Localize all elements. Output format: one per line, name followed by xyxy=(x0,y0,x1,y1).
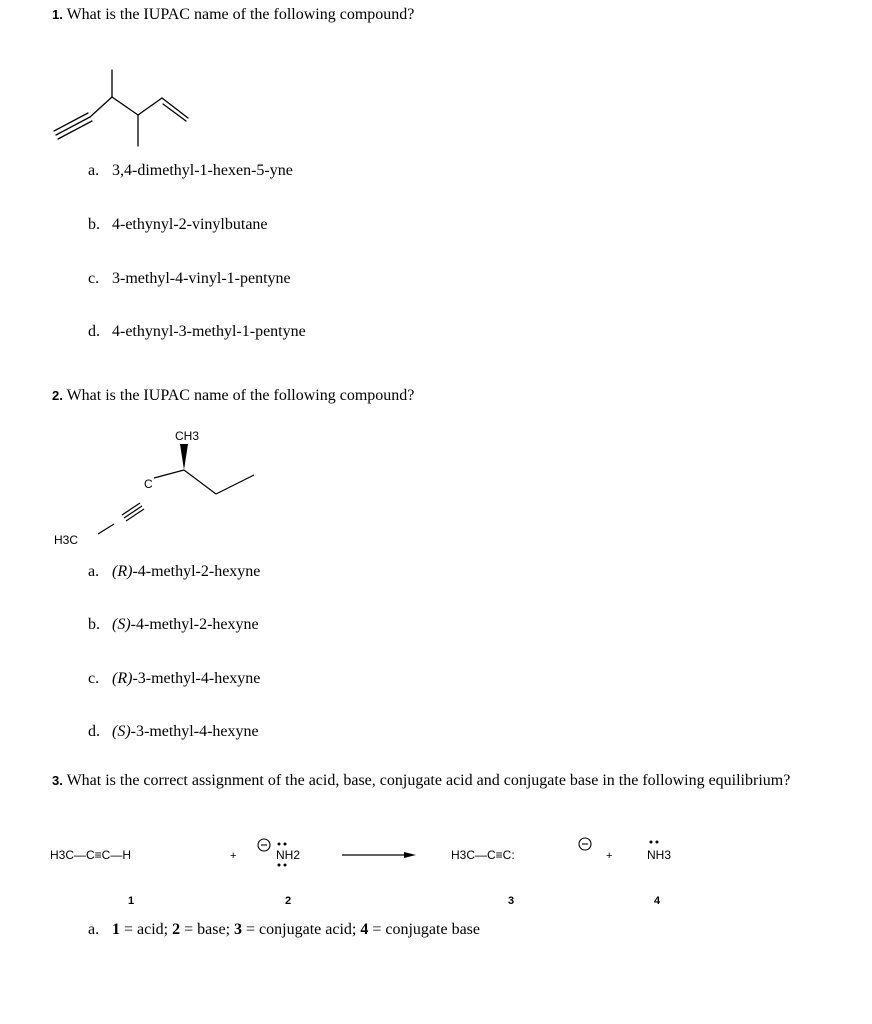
q2-structure xyxy=(50,422,270,552)
q2-bond-h3c xyxy=(98,524,114,534)
q3-lone-pair-dot xyxy=(650,841,653,844)
q3-text: What is the correct assignment of the acid, base, conjugate acid and conjugate base in the following equilibrium? xyxy=(66,772,791,789)
q3-label-4: 4 xyxy=(654,895,661,907)
q2-ch3-label: CH3 xyxy=(175,429,200,443)
q3-reactant-1: H3C—C≡C—H xyxy=(50,848,132,862)
q2-bond-ethyl-2 xyxy=(216,475,254,494)
q3-lone-pair-dot xyxy=(656,841,659,844)
q2-prompt xyxy=(52,387,414,405)
q3-label-3: 3 xyxy=(508,895,515,907)
q1-bond-c4 xyxy=(112,97,138,115)
q3-label-1: 1 xyxy=(128,895,135,907)
q3-reactant-2: NH2 xyxy=(276,848,301,862)
q3-plus-2: + xyxy=(606,850,613,862)
q1-number: 1. xyxy=(52,7,63,22)
q3-lone-pair-dot xyxy=(284,843,287,846)
q2-option-b[interactable]: b. (S)-4-methyl-2-hexyne xyxy=(88,616,259,633)
q1-text: What is the IUPAC name of the following compound? xyxy=(66,6,415,23)
q3-prompt xyxy=(52,772,832,790)
q1-triple-bond-line-1 xyxy=(54,113,88,131)
q2-wedge-bond xyxy=(180,444,188,470)
q1-option-d[interactable]: d. 4-ethynyl-3-methyl-1-pentyne xyxy=(88,323,306,340)
q1-structure xyxy=(40,60,210,160)
q2-h3c-label: H3C xyxy=(54,533,79,547)
q3-product-2: NH3 xyxy=(647,848,672,862)
q3-lone-pair-dot xyxy=(278,864,281,867)
q3-plus-1: + xyxy=(230,850,237,862)
q3-equation xyxy=(40,830,830,915)
q3-number: 3. xyxy=(52,773,63,788)
q3-lone-pair-dot xyxy=(278,843,281,846)
q3-option-a[interactable]: a. 1 = acid; 2 = base; 3 = conjugate acid; 4 = conjugate base xyxy=(88,921,480,938)
q3-product-1: H3C—C≡C: xyxy=(451,848,515,862)
q2-c-label: C xyxy=(144,477,153,491)
q1-option-b[interactable]: b. 4-ethynyl-2-vinylbutane xyxy=(88,216,268,233)
q2-option-d[interactable]: d. (S)-3-methyl-4-hexyne xyxy=(88,723,259,740)
q1-option-c[interactable]: c. 3-methyl-4-vinyl-1-pentyne xyxy=(88,270,291,287)
q1-bond-c3 xyxy=(90,97,112,117)
q1-triple-bond-line-2 xyxy=(56,117,90,135)
q1-bond-vinyl xyxy=(138,98,162,115)
q1-option-a[interactable]: a. 3,4-dimethyl-1-hexen-5-yne xyxy=(88,162,293,179)
q2-option-c[interactable]: c. (R)-3-methyl-4-hexyne xyxy=(88,670,261,687)
q1-prompt xyxy=(52,6,414,24)
q1-double-bond-line-2 xyxy=(163,104,186,121)
q3-label-2: 2 xyxy=(285,895,292,907)
q2-option-a[interactable]: a. (R)-4-methyl-2-hexyne xyxy=(88,563,261,580)
q2-bond-ethyl-1 xyxy=(184,470,216,494)
q2-bond-c-stereo xyxy=(154,470,184,478)
q1-triple-bond-line-3 xyxy=(58,121,92,139)
q2-number: 2. xyxy=(52,388,63,403)
q3-lone-pair-dot xyxy=(284,864,287,867)
q2-text: What is the IUPAC name of the following compound? xyxy=(66,387,415,404)
q3-arrow-head xyxy=(404,852,416,858)
q1-double-bond-line-1 xyxy=(162,98,188,118)
